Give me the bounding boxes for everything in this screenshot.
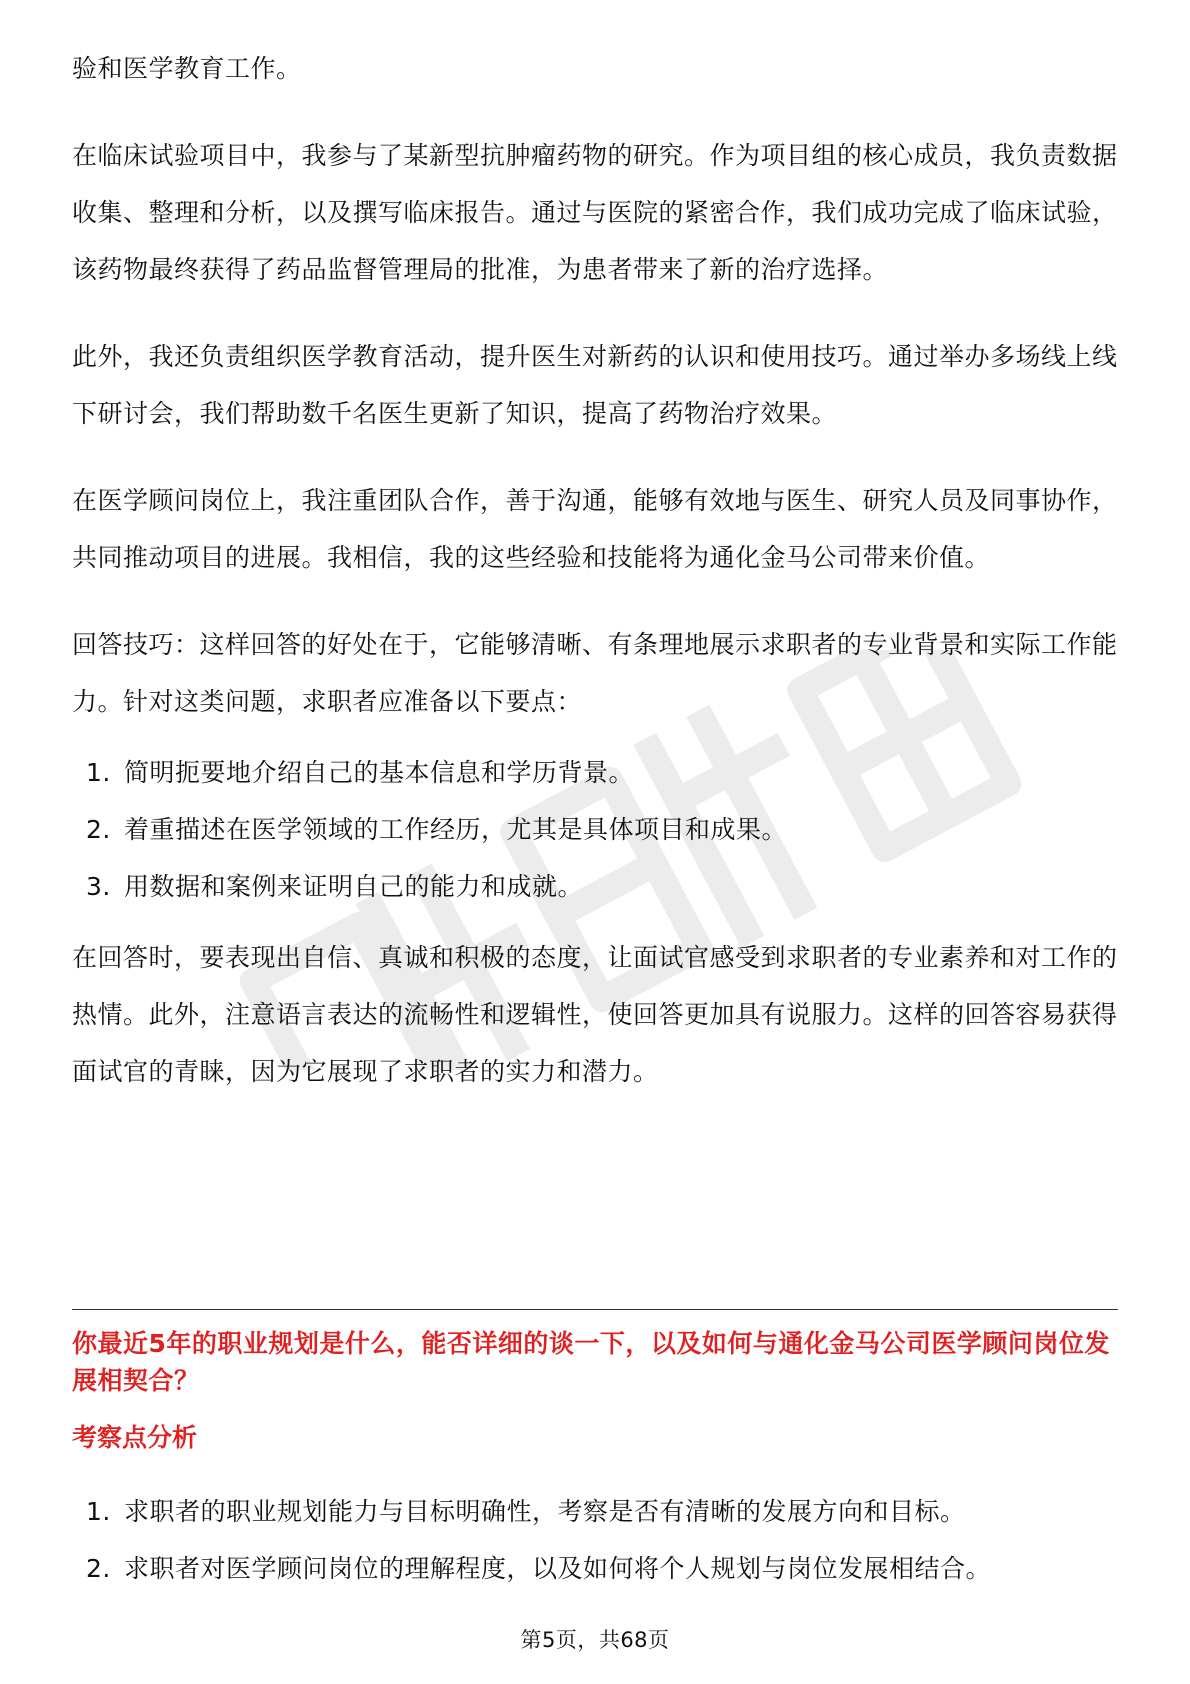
list-text: 求职者的职业规划能力与目标明确性，考察是否有清晰的发展方向和目标。 xyxy=(124,1497,966,1526)
list-item xyxy=(72,1483,1118,1540)
analysis-list-container xyxy=(72,1483,1118,1597)
paragraph-answer-attitude: 在回答时，要表现出自信、真诚和积极的态度，让面试官感受到求职者的专业素养和对工作的热情。此外，注意语言表达的流畅性和逻辑性，使回答更加具有说服力。这样的回答容易获得面试官的青睐，因为它展现了求职者的实力和潜力。 xyxy=(72,943,1118,1086)
list-number: 2. xyxy=(86,815,111,844)
list-number: 3. xyxy=(86,872,111,901)
list-text: 用数据和案例来证明自己的能力和成就。 xyxy=(124,872,584,901)
list-item xyxy=(72,801,1118,858)
main-content xyxy=(72,40,1118,1100)
paragraph-medical-education: 此外，我还负责组织医学教育活动，提升医生对新药的认识和使用技巧。通过举办多场线上线下研讨会，我们帮助数千名医生更新了知识，提高了药物治疗效果。 xyxy=(72,342,1118,428)
paragraph-clinical-trial: 在临床试验项目中，我参与了某新型抗肿瘤药物的研究。作为项目组的核心成员，我负责数据收集、整理和分析，以及撰写临床报告。通过与医院的紧密合作，我们成功完成了临床试验，该药物最终获得了药品监督管理局的批准，为患者带来了新的治疗选择。 xyxy=(72,141,1118,284)
list-text: 求职者对医学顾问岗位的理解程度，以及如何将个人规划与岗位发展相结合。 xyxy=(124,1554,992,1583)
list-item xyxy=(72,744,1118,801)
analysis-list xyxy=(72,1483,1118,1597)
list-item xyxy=(72,858,1118,915)
list-item xyxy=(72,1540,1118,1597)
paragraph-continuation: 验和医学教育工作。 xyxy=(72,54,302,83)
list-number: 1. xyxy=(86,758,111,787)
paragraph-answer-tips: 回答技巧：这样回答的好处在于，它能够清晰、有条理地展示求职者的专业背景和实际工作能力。针对这类问题，求职者应准备以下要点： xyxy=(72,630,1118,716)
paragraph-teamwork: 在医学顾问岗位上，我注重团队合作，善于沟通，能够有效地与医生、研究人员及同事协作，共同推动项目的进展。我相信，我的这些经验和技能将为通化金马公司带来价值。 xyxy=(72,486,1118,572)
list-text: 简明扼要地介绍自己的基本信息和学历背景。 xyxy=(124,758,635,787)
section-title: 考察点分析 xyxy=(72,1423,198,1452)
tips-list xyxy=(72,744,1118,915)
section-divider xyxy=(72,1309,1118,1310)
page-footer: 第5页，共68页 xyxy=(520,1628,670,1652)
interview-question: 你最近5年的职业规划是什么，能否详细的谈一下，以及如何与通化金马公司医学顾问岗位发展相契合？ xyxy=(72,1329,1110,1395)
list-text: 着重描述在医学领域的工作经历，尤其是具体项目和成果。 xyxy=(124,815,788,844)
list-number: 2. xyxy=(86,1554,111,1583)
list-number: 1. xyxy=(86,1497,111,1526)
